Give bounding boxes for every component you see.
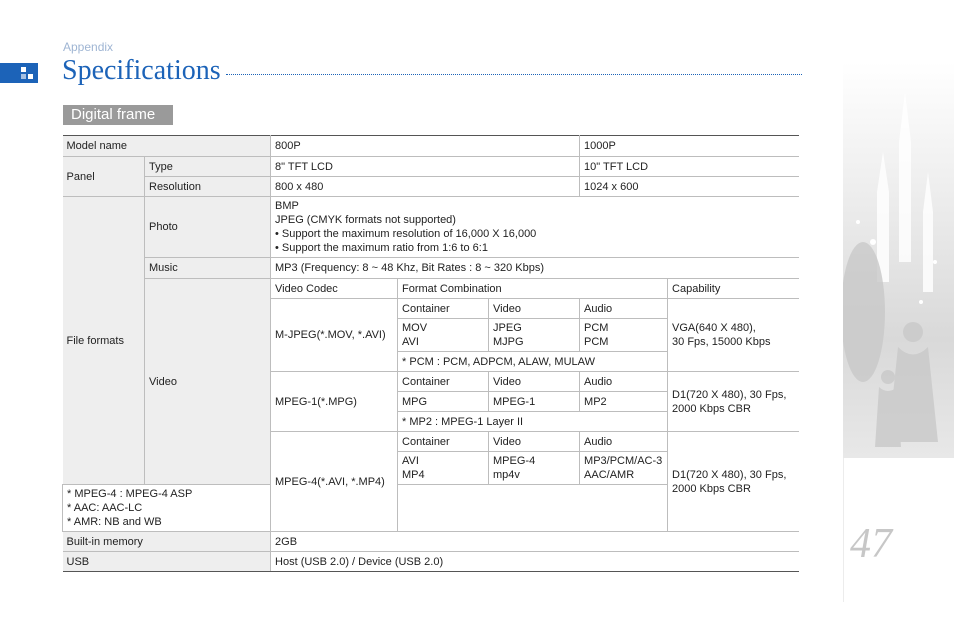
- cell-line: PCM: [584, 336, 609, 348]
- decorative-castle-illustration: [843, 62, 954, 458]
- photo-line: BMP: [275, 200, 299, 212]
- header-video: Video: [489, 372, 580, 392]
- label-photo: Photo: [145, 197, 271, 258]
- mpeg1-video: MPEG-1: [489, 392, 580, 412]
- header-audio: Audio: [580, 372, 668, 392]
- value-photo: [271, 197, 799, 258]
- value-res-800: 800 x 480: [271, 177, 580, 197]
- header-audio: Audio: [580, 432, 668, 452]
- table-row: [63, 532, 799, 552]
- spec-table: [62, 135, 799, 572]
- title-marker-icon: [0, 63, 38, 83]
- value-music: MP3 (Frequency: 8 ~ 48 Khz, Bit Rates : 8 ~ 320 Kbps): [271, 258, 799, 279]
- subsection-heading: Digital frame: [63, 105, 173, 125]
- table-row: [63, 197, 799, 258]
- mjpeg-container: [398, 319, 489, 352]
- header-format-combination: Format Combination: [398, 279, 668, 299]
- section-label: Appendix: [63, 40, 114, 54]
- capability-line: D1(720 X 480), 30 Fps,: [672, 468, 787, 481]
- capability-line: 2000 Kbps CBR: [672, 402, 751, 415]
- header-video: Video: [489, 299, 580, 319]
- mpeg1-audio: MP2: [580, 392, 668, 412]
- label-video: Video: [145, 279, 271, 485]
- header-video: Video: [489, 432, 580, 452]
- cell-line: MOV: [402, 322, 428, 334]
- mpeg4-video: [489, 452, 580, 485]
- capability-line: VGA(640 X 480),: [672, 322, 756, 334]
- mjpeg-audio: [580, 319, 668, 352]
- page-title: Specifications: [62, 55, 221, 86]
- cell-line: AVI: [402, 336, 419, 348]
- capability-line: 2000 Kbps CBR: [672, 482, 751, 495]
- cell-line: AVI: [402, 455, 419, 467]
- table-row: [63, 279, 799, 299]
- note-line: * AMR: NB and WB: [67, 516, 162, 528]
- mpeg1-note: * MP2 : MPEG-1 Layer II: [398, 412, 668, 432]
- table-row: [63, 552, 799, 572]
- mpeg4-audio: [580, 452, 668, 485]
- value-memory: 2GB: [271, 532, 799, 552]
- cell-line: MJPG: [493, 336, 524, 348]
- mjpeg-note: * PCM : PCM, ADPCM, ALAW, MULAW: [398, 352, 668, 372]
- codec-mpeg4: MPEG-4(*.AVI, *.MP4): [271, 432, 398, 532]
- label-model-name: Model name: [63, 136, 271, 157]
- capability-line: D1(720 X 480), 30 Fps,: [672, 388, 787, 401]
- table-row: [63, 177, 799, 197]
- cell-line: JPEG: [493, 322, 522, 334]
- cell-line: mp4v: [493, 469, 520, 481]
- value-type-1000: 10" TFT LCD: [580, 157, 799, 177]
- header-container: Container: [398, 372, 489, 392]
- label-file-formats: File formats: [63, 197, 145, 485]
- codec-mpeg1: MPEG-1(*.MPG): [271, 372, 398, 432]
- mpeg4-note: [63, 485, 398, 532]
- label-panel: Panel: [63, 157, 145, 197]
- mjpeg-video: [489, 319, 580, 352]
- note-line: * AAC: AAC-LC: [67, 502, 143, 514]
- value-usb: Host (USB 2.0) / Device (USB 2.0): [271, 552, 799, 572]
- table-row: [63, 157, 799, 177]
- capability-line: 30 Fps, 15000 Kbps: [672, 336, 771, 348]
- cell-line: PCM: [584, 322, 609, 334]
- table-row: [63, 258, 799, 279]
- header-container: Container: [398, 299, 489, 319]
- mpeg1-container: MPG: [398, 392, 489, 412]
- label-resolution: Resolution: [145, 177, 271, 197]
- title-divider: [226, 74, 802, 75]
- capability-mpeg1: [668, 372, 799, 432]
- header-capability: Capability: [668, 279, 799, 299]
- capability-mjpeg: [668, 299, 799, 372]
- note-line: * MPEG-4 : MPEG-4 ASP: [67, 488, 193, 500]
- photo-line: • Support the maximum resolution of 16,000 X 16,000: [275, 228, 537, 240]
- header-audio: Audio: [580, 299, 668, 319]
- photo-line: JPEG (CMYK formats not supported): [275, 214, 456, 226]
- codec-mjpeg: M-JPEG(*.MOV, *.AVI): [271, 299, 398, 372]
- label-type: Type: [145, 157, 271, 177]
- mpeg4-container: [398, 452, 489, 485]
- header-video-codec: Video Codec: [271, 279, 398, 299]
- label-music: Music: [145, 258, 271, 279]
- value-800p: 800P: [271, 136, 580, 157]
- label-memory: Built-in memory: [63, 532, 271, 552]
- page-number: 47: [850, 521, 892, 567]
- cell-line: MPEG-4: [493, 455, 536, 467]
- header-container: Container: [398, 432, 489, 452]
- label-usb: USB: [63, 552, 271, 572]
- value-1000p: 1000P: [580, 136, 799, 157]
- value-type-800: 8" TFT LCD: [271, 157, 580, 177]
- capability-mpeg4: [668, 432, 799, 532]
- photo-line: • Support the maximum ratio from 1:6 to 6:1: [275, 242, 488, 254]
- cell-line: MP3/PCM/AC-3: [584, 455, 663, 467]
- cell-line: MP4: [402, 469, 425, 481]
- value-res-1000: 1024 x 600: [580, 177, 799, 197]
- table-row: [63, 136, 799, 157]
- cell-line: AAC/AMR: [584, 469, 635, 481]
